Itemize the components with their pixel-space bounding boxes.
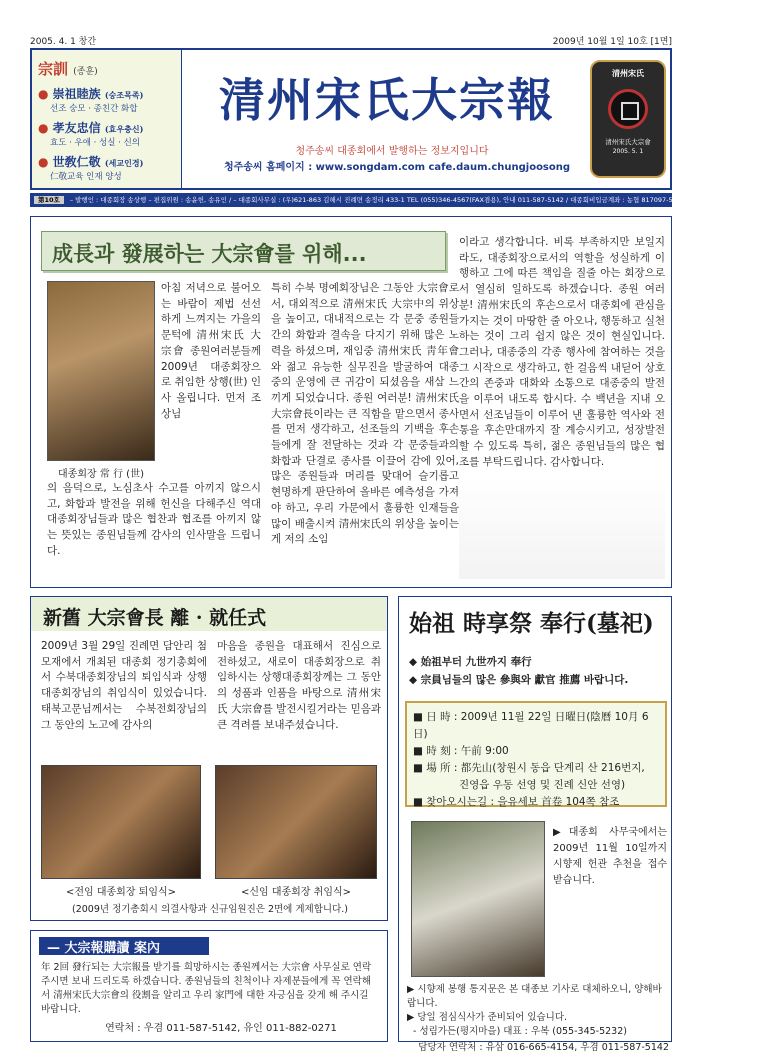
bullet-item: ◆ 宗員님들의 많은 參與와 獻官 推薦 바랍니다. xyxy=(409,674,629,686)
retirement-photo xyxy=(41,765,201,879)
clan-emblem: 清州宋氏 清州宋氏大宗會 2005. 5. 1 xyxy=(590,60,666,178)
issue-number: 第10호 xyxy=(34,196,64,204)
motto-title: 宗訓 (종훈) xyxy=(38,60,98,78)
newspaper-title: 清州宋氏大宗報 xyxy=(219,73,555,127)
chairman-photo xyxy=(47,281,155,461)
lead-headline: 成長과 發展하는 大宗會를 위해... xyxy=(41,231,446,271)
bullet-item: ◆ 始祖부터 九世까지 奉行 xyxy=(409,656,532,668)
lead-column-1-top: 아침 저녁으로 불어오는 바람이 제법 선선하게 느껴지는 가을의 문턱에 清州宋氏 大宗會 종원여러분들께 2009년 대종회장으로 취임한 상행(世) 인사 올립니다. 먼저 조상님 xyxy=(161,282,261,420)
subscription-body: 年 2回 發行되는 大宗報를 받기를 희망하시는 종원께서는 大宗會 사무실로 연락 주시면 보내 드리도록 하겠습니다. 종원님들의 친척이나 자제분들에게 꼭 연락해서 清州宋氏大宗會의 役割을 알리고 우리 家門에 대한 자긍심을 갖게 해 주시길 바랍니다. xyxy=(41,962,372,1015)
motto-item: ● 崇祖睦族 (숭조목족) 선조 숭모 · 종친간 화합 xyxy=(38,87,144,114)
inauguration-caption: <신임 대종회장 취임식> xyxy=(240,887,352,898)
subscription-guide xyxy=(30,930,388,1042)
memorial-notes xyxy=(407,983,669,1055)
nomination-note: ▶대종회 사무국에서는 2009년 11월 10일까지 시향제 헌관 추천을 접수 받습니다. xyxy=(553,827,667,886)
retirement-caption: <전임 대종회장 퇴임식> xyxy=(65,887,177,898)
ceremony-photo xyxy=(411,821,545,977)
event-date: ■ 日 時 : 2009년 11월 22일 日曜日(陰曆 10月 6日) xyxy=(413,711,649,740)
founded-date: 2005. 4. 1 창간 xyxy=(30,37,97,47)
event-details-box xyxy=(405,701,667,807)
memorial-rite-headline: 始祖 時享祭 奉行(墓祀) xyxy=(409,610,654,637)
publisher-info-bar xyxy=(30,193,777,207)
photo-caption: 대종회장 常 行 (世) xyxy=(58,469,144,480)
note-item: ▶ 당일 점심식사가 준비되어 있습니다. xyxy=(407,1012,568,1023)
inauguration-column-1: 2009년 3월 29일 진례면 담안리 첨모재에서 개최된 대종회 정기총회에서 수북대종회장님의 퇴임식과 상행대종회장님의 취임식이 있었습니다. 태북고문님께서는 수북전회장님의 그 동안의 노고에 감사의 xyxy=(41,640,207,731)
lead-column-3: 이라고 생각합니다. 비록 부족하지만 보일지라도, 대종회장으로서의 역할을 성실하게 이행하고 그에 따른 책임을 질줄 아는 회장으로서 열심히 일하도록 하겠습니다. 종원 여러분! 清州宋氏의 후손으로서 대종회에 관심을 가지는 것이 마땅한 줄 아오나, 행동하고 실천하는 것이 그리 쉽지 않은 것이 현실입니다. 그러나, 대종중의 각종 행사에 참여하는 것을 그 시작으로 생각하고, 한 걸음씩 내딛어 상호간의 존중과 대화와 소통으로 대종중의 발전을 이루어 내도록 합시다. 수 백년을 지내 오면서 선조님들이 이루어 낸 훌륭한 역사와 전통을 후손만대까지 잘 계승시키고, 성장발전할 수 있도록 특히, 젊은 종원님들의 많은 협조를 부탁드립니다. 감사합니다. xyxy=(459,235,665,579)
issue-date: 2009년 10월 1일 10호 [1면] xyxy=(552,37,672,47)
lead-article xyxy=(30,216,672,588)
restaurant-info: - 성림가든(평지마을) 대표 : 우복 (055-345-5232) xyxy=(413,1026,627,1037)
memorial-rite-article xyxy=(398,596,672,1053)
homepage-link[interactable]: 청주송씨 홈페이지 : www.songdam.com cafe.daum.chungjoosong xyxy=(223,162,571,173)
emblem-icon xyxy=(608,89,648,129)
publisher-info-text: – 발행인 : 대종회장 송상행 – 편집위원 : 송윤헌, 송유인 / – 대종회사무실 : (우)621-863 김해시 진례면 송정리 433-1 TEL (055)346-4567(FAX겸용), 안내 011-587-5142 / 대종회비입금계좌 : 농협 817097-51-133271, 예금주 : 청주송씨대종중 xyxy=(69,196,777,204)
subscription-contact: 연락처 : 우겸 011-587-5142, 유인 011-882-0271 xyxy=(105,1023,337,1034)
event-time: ■ 時 刻 : 午前 9:00 xyxy=(413,745,509,757)
motto-item: ● 孝友忠信 (효우충신) 효도 · 우애 · 성실 · 신의 xyxy=(38,121,144,148)
lead-column-2: 특히 수북 명예회장님은 그동안 大宗會로서, 대외적으로 清州宋氏 大宗中의 위상을 높이고, 대내적으로는 각 문중 종원들간의 화합과 결속을 다지기 위해 많은 노력을 하셨으며, 재임중 清州宋氏 靑年會와 젊고 유능한 실무진을 발굴하여 대종중의 운영에 큰 귀감이 되셨음을 새삼 느끼게 되었습니다. 종원 여러분! 清州宋氏 大宗會長이라는 큰 직함을 맡으면서 종사를 먼저 생각하고, 선조들의 기백을 후손들에게 잘 전달하는 것과 각 문중들과의 화합과 단결로 종사를 이끌어 감에 있어, 많은 종원들과 머리를 맞대어 슬기롭고 현명하게 판단하여 올바른 예측성을 가져야 하고, 우리 가문에서 훌륭한 인재들을 많이 배출시켜 清州宋氏의 위상을 높이는게 저의 소임 xyxy=(271,282,459,546)
family-motto-box xyxy=(32,50,182,188)
event-place: ■ 場 所 : 都先山(창원시 동읍 단계리 산 216번지, xyxy=(413,762,645,774)
lead-column-1-bottom: 의 음덕으로, 노심초사 수고를 아끼지 않으시고, 화합과 발전을 위해 헌신을 다해주신 역대 대종회장님들과 많은 협찬과 협조를 아끼지 않는 뜻있는 종원님들께 감사의 인사말을 드립니다. xyxy=(47,482,261,557)
inauguration-headline: 新舊 大宗會長 離 · 就任式 xyxy=(31,597,387,631)
event-place-detail: 진영읍 우동 선영 및 진례 신안 선영) xyxy=(459,779,626,791)
inauguration-column-2: 마음을 종원을 대표해서 진심으로 전하셨고, 새로이 대종회장으로 취임하시는 상행대종회장께는 그 동안의 성품과 인품을 바탕으로 清州宋氏 大宗會를 발전시킬거라는 믿음과 큰 격려를 보내주셨습니다. xyxy=(217,640,381,731)
memorial-bullets xyxy=(409,653,667,689)
note-item: ▶ 시향제 봉행 통지문은 본 대종보 기사로 대체하오니, 양해바랍니다. xyxy=(407,984,662,1009)
memorial-contact: 담당자 연락처 : 유삼 016-665-4154, 우겸 011-587-5142 xyxy=(418,1042,669,1053)
event-directions: ■ 찾아오시는길 : 을유세보 首卷 104쪽 참조 xyxy=(413,796,620,808)
inauguration-article xyxy=(30,596,388,921)
general-meeting-note: (2009년 정기총회시 의결사항과 신규임원진은 2면에 게제합니다.) xyxy=(71,904,348,915)
motto-item: ● 世敎仁敬 (세교인경) 仁敬교육 인재 양성 xyxy=(38,155,144,182)
inauguration-photo xyxy=(215,765,377,879)
slogan: 청주송씨 대종회에서 발행하는 정보지입니다 xyxy=(295,146,489,157)
subscription-title: — 大宗報購讀 案內 xyxy=(39,937,209,955)
masthead xyxy=(30,48,672,190)
